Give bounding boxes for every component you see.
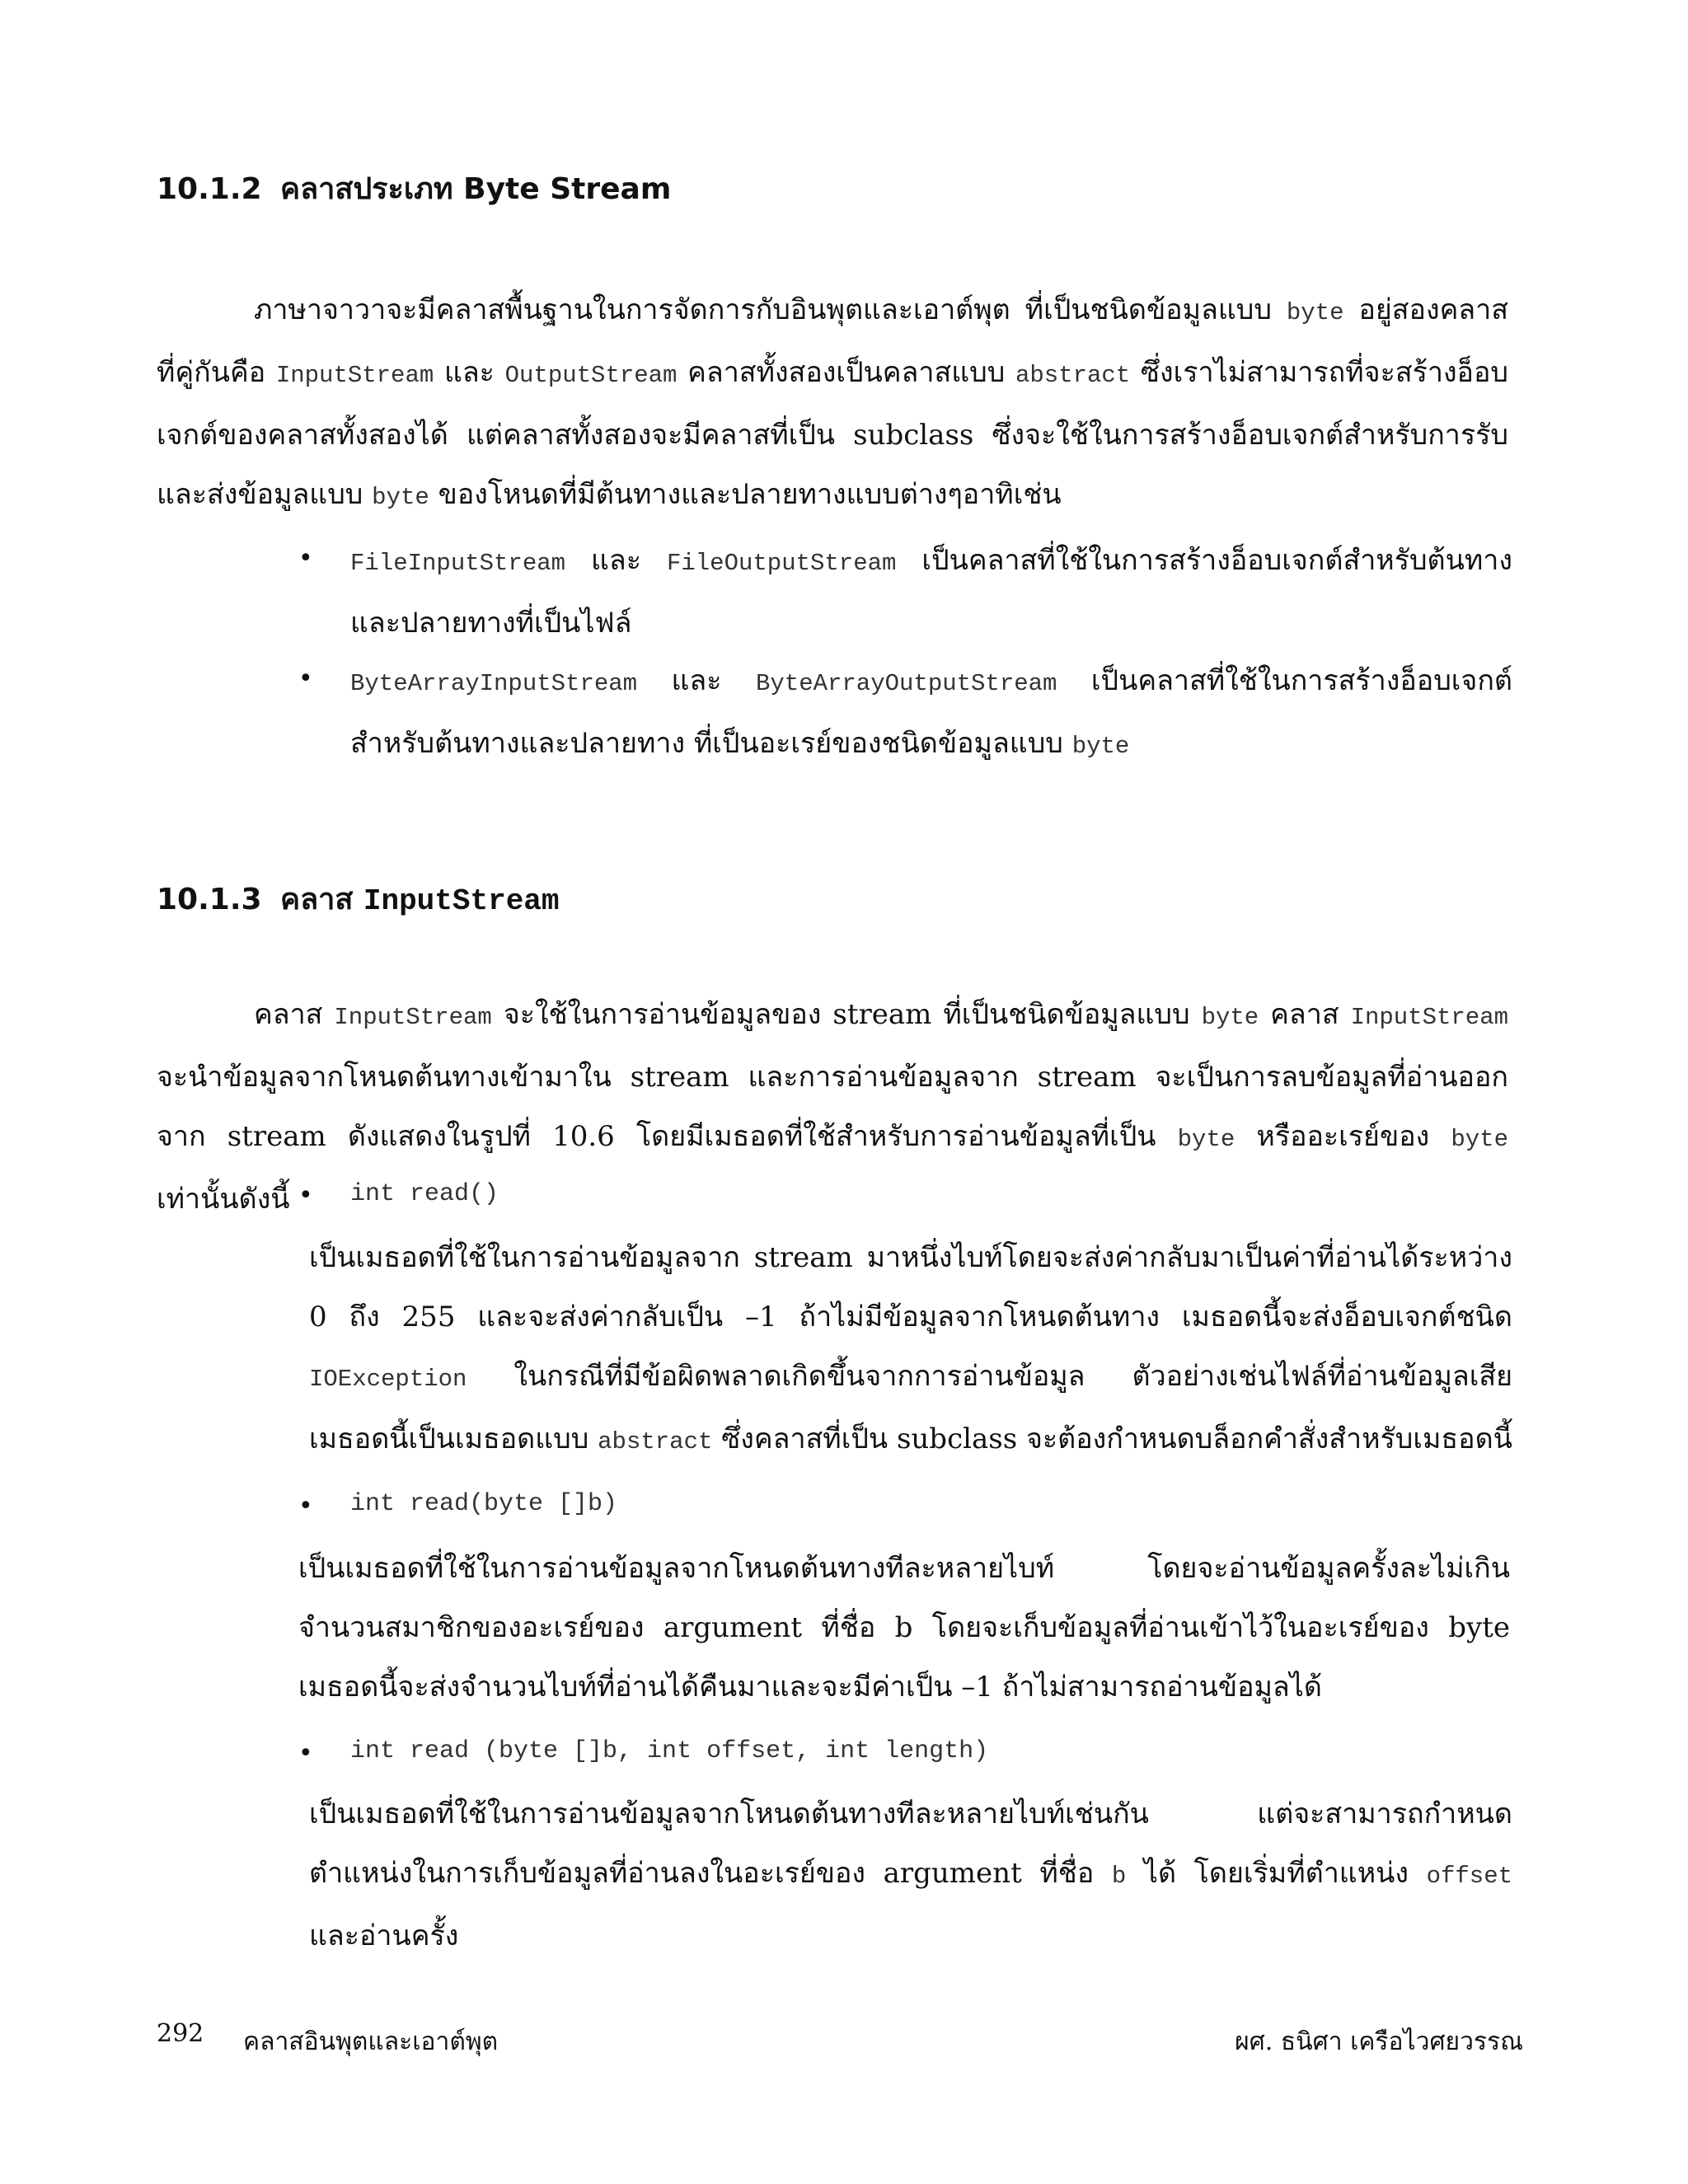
code-outputstream: OutputStream bbox=[504, 362, 678, 389]
bullet-item-file-stream bbox=[350, 531, 1512, 653]
page-number: 292 bbox=[157, 2019, 204, 2048]
code-fileoutputstream: FileOutputStream bbox=[666, 550, 897, 577]
code-b: b bbox=[1111, 1863, 1127, 1890]
paragraph-byte-stream bbox=[157, 280, 1508, 527]
text: ภาษาจาวาจะมีคลาสพื้นฐานในการจัดการกับอินพุตและเอาต์พุต ที่เป็นชนิดข้อมูลแบบ bbox=[254, 293, 1287, 326]
code-fileinputstream: FileInputStream bbox=[350, 550, 566, 577]
bullet-icon: • bbox=[298, 1181, 313, 1210]
code-abstract: abstract bbox=[598, 1428, 713, 1455]
method-signature-read-array: int read(byte []b) bbox=[350, 1490, 618, 1518]
chapter-title: คลาสอินพุตและเอาต์พุต bbox=[243, 2027, 499, 2056]
text: และอ่านครั้ง bbox=[309, 1919, 459, 1952]
code-inputstream: InputStream bbox=[1350, 1004, 1508, 1031]
section-title: คลาส bbox=[280, 883, 363, 916]
section-heading-10-1-2 bbox=[157, 165, 671, 212]
method-description-read-offset bbox=[309, 1784, 1512, 1966]
code-bytearrayinputstream: ByteArrayInputStream bbox=[350, 670, 638, 697]
text: อยู่สองคลาสที่คู่กันคือ bbox=[157, 293, 1508, 389]
code-byte: byte bbox=[1071, 733, 1130, 760]
section-number: 10.1.2 bbox=[157, 172, 262, 206]
text: เป็นเมธอดที่ใช้ในการอ่านข้อมูลจากโหนดต้นทางทีละหลายไบท์ โดยจะอ่านข้อมูลครั้งละไม่เกินจำนวนสมาชิกของอะเรย์ของ argument ที่ชื่อ b โดยจะเก็บข้อมูลที่อ่านเข้าไว้ในอะเรย์ของ byte เมธอดนี้จะส่งจำนวนไบท์ที่อ่านได้คืนมาและจะมีค่าเป็น –1 ถ้าไม่สามารถอ่านข้อมูลได้ bbox=[298, 1552, 1510, 1704]
text: เป็นคลาสที่ใช้ในการสร้างอ็อบเจกต์สำหรับต้นทางและปลายทาง ที่เป็นอะเรย์ของชนิดข้อมูลแบบ bbox=[350, 664, 1512, 760]
text: ในกรณีที่มีข้อผิดพลาดเกิดขึ้นจากการอ่านข้อมูล ตัวอย่างเช่นไฟล์ที่อ่านข้อมูลเสีย เมธอดนี้เป็นเมธอดแบบ bbox=[309, 1360, 1512, 1455]
text: เท่านั้นดังนี้ bbox=[157, 1183, 290, 1216]
code-inputstream: InputStream bbox=[275, 362, 434, 389]
text: เป็นคลาสที่ใช้ในการสร้างอ็อบเจกต์สำหรับต้นทางและปลายทางที่เป็นไฟล์ bbox=[350, 544, 1512, 640]
text: คลาสทั้งสองเป็นคลาสแบบ bbox=[677, 356, 1015, 389]
text: หรืออะเรย์ของ bbox=[1235, 1120, 1451, 1153]
text: ซึ่งคลาสที่เป็น subclass จะต้องกำหนดบล็อกคำสั่งสำหรับเมธอดนี้ bbox=[712, 1422, 1512, 1455]
bullet-icon: • bbox=[298, 664, 313, 693]
text: เป็นเมธอดที่ใช้ในการอ่านข้อมูลจากโหนดต้นทางทีละหลายไบท์เช่นกัน แต่จะสามารถกำหนดตำแหน่งในการเก็บข้อมูลที่อ่านลงในอะเรย์ของ argument ที่ชื่อ bbox=[309, 1797, 1512, 1890]
section-heading-10-1-3 bbox=[157, 875, 560, 922]
text: ของโหนดที่มีต้นทางและปลายทางแบบต่างๆอาทิเช่น bbox=[429, 478, 1062, 511]
section-number: 10.1.3 bbox=[157, 883, 262, 916]
section-title: คลาสประเภท Byte Stream bbox=[280, 172, 672, 206]
method-description-read-array bbox=[298, 1539, 1510, 1717]
code-ioexception: IOException bbox=[309, 1366, 467, 1393]
code-byte: byte bbox=[372, 484, 429, 511]
text: จะใช้ในการอ่านข้อมูลของ stream ที่เป็นชนิดข้อมูลแบบ bbox=[491, 998, 1202, 1031]
text: ซึ่งเราไม่สามารถที่จะสร้างอ็อบเจกต์ของคลาสทั้งสองได้ แต่คลาสทั้งสองจะมีคลาสที่เป็น subclass ซึ่งจะใช้ในการสร้างอ็อบเจกต์สำหรับการรับและส่งข้อมูลแบบ bbox=[157, 356, 1508, 511]
text: ได้ โดยเริ่มที่ตำแหน่ง bbox=[1126, 1857, 1427, 1890]
text: เป็นเมธอดที่ใช้ในการอ่านข้อมูลจาก stream มาหนึ่งไบท์โดยจะส่งค่ากลับมาเป็นค่าที่อ่านได้ระหว่าง 0 ถึง 255 และจะส่งค่ากลับเป็น –1 ถ้าไม่มีข้อมูลจากโหนดต้นทาง เมธอดนี้จะส่งอ็อบเจกต์ชนิด bbox=[309, 1241, 1512, 1333]
code-byte: byte bbox=[1177, 1126, 1236, 1153]
text: และ bbox=[637, 664, 756, 697]
method-signature-read-offset: int read (byte []b, int offset, int length) bbox=[350, 1737, 989, 1765]
code-bytearrayoutputstream: ByteArrayOutputStream bbox=[755, 670, 1057, 697]
code-offset: offset bbox=[1426, 1863, 1512, 1890]
author-name: ผศ. ธนิศา เครือไวศยวรรณ bbox=[1235, 2027, 1523, 2056]
code-byte: byte bbox=[1451, 1126, 1508, 1153]
code-byte: byte bbox=[1201, 1004, 1259, 1031]
text: คลาส bbox=[1259, 998, 1351, 1031]
bullet-icon: • bbox=[298, 1739, 313, 1768]
bullet-item-bytearray-stream bbox=[350, 651, 1512, 776]
bullet-icon: • bbox=[298, 544, 313, 573]
text: และ bbox=[565, 544, 667, 577]
code-abstract: abstract bbox=[1015, 362, 1131, 389]
method-description-read bbox=[309, 1228, 1512, 1472]
bullet-icon: • bbox=[298, 1492, 313, 1521]
code-inputstream: InputStream bbox=[334, 1004, 492, 1031]
code-byte: byte bbox=[1286, 299, 1344, 326]
text: และ bbox=[434, 356, 505, 389]
section-title-code: InputStream bbox=[363, 884, 560, 918]
method-signature-read: int read() bbox=[350, 1180, 499, 1208]
text: จะนำข้อมูลจากโหนดต้นทางเข้ามาใน stream และการอ่านข้อมูลจาก stream จะเป็นการลบข้อมูลที่อ่านออกจาก stream ดังแสดงในรูปที่ 10.6 โดยมีเมธอดที่ใช้สำหรับการอ่านข้อมูลที่เป็น bbox=[157, 1061, 1508, 1153]
text: คลาส bbox=[254, 998, 335, 1031]
